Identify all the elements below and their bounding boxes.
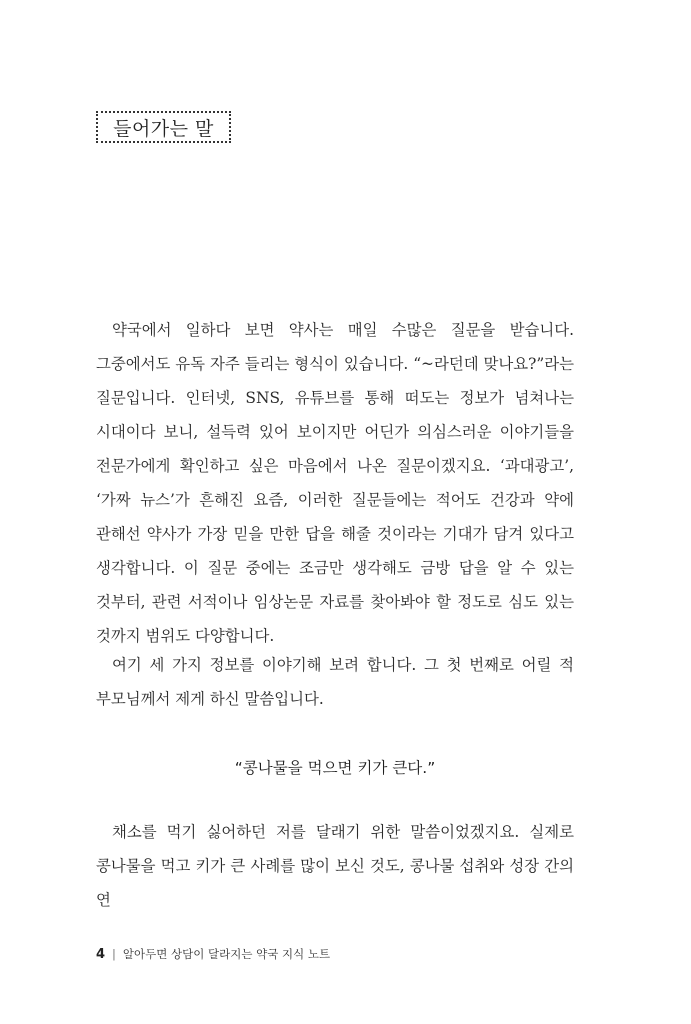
body-paragraph-3: 채소를 먹기 싫어하던 저를 달래기 위한 말씀이었겠지요. 실제로 콩나물을 먹고 키가 큰 사례를 많이 보신 것도, 콩나물 섭취와 성장 간의 연 — [96, 823, 574, 909]
chapter-title: 들어가는 말 — [113, 117, 214, 140]
body-paragraph-1: 약국에서 일하다 보면 약사는 매일 수많은 질문을 받습니다. 그중에서도 유독 자주 들리는 형식이 있습니다. “~라던데 맞나요?”라는 질문입니다. 인터넷, SNS, 유튜브를 통해 떠도는 정보가 넘쳐나는 시대이다 보니, 설득력 있어 보이지만 어딘가 의심스러운 이야기들을 전문가에게 확인하고 싶은 마음에서 나온 질문이겠지요. ‘과대광고’, ‘가짜 뉴스’가 흔해진 요즘, 이러한 질문들에는 적어도 건강과 약에 관해선 약사가 가장 믿을 만한 답을 해줄 것이라는 기대가 담겨 있다고 생각합니다. 이 질문 중에는 조금만 생각해도 금방 답을 알 수 있는 것부터, 관련 서적이나 임상논문 자료를 찾아봐야 할 정도로 심도 있는 것까지 범위도 다양합니다. — [96, 321, 574, 645]
body-paragraph-2: 여기 세 가지 정보를 이야기해 보려 합니다. 그 첫 번째로 어릴 적 부모님께서 제게 하신 말씀입니다. — [96, 656, 574, 708]
page-number: 4 — [96, 946, 106, 962]
chapter-title-box — [96, 111, 231, 143]
highlighted-quote: “콩나물을 먹으면 키가 큰다.” — [234, 759, 436, 777]
book-title: 알아두면 상담이 달라지는 약국 지식 노트 — [122, 947, 331, 961]
page-footer — [96, 946, 330, 962]
footer-separator: | — [112, 947, 116, 961]
